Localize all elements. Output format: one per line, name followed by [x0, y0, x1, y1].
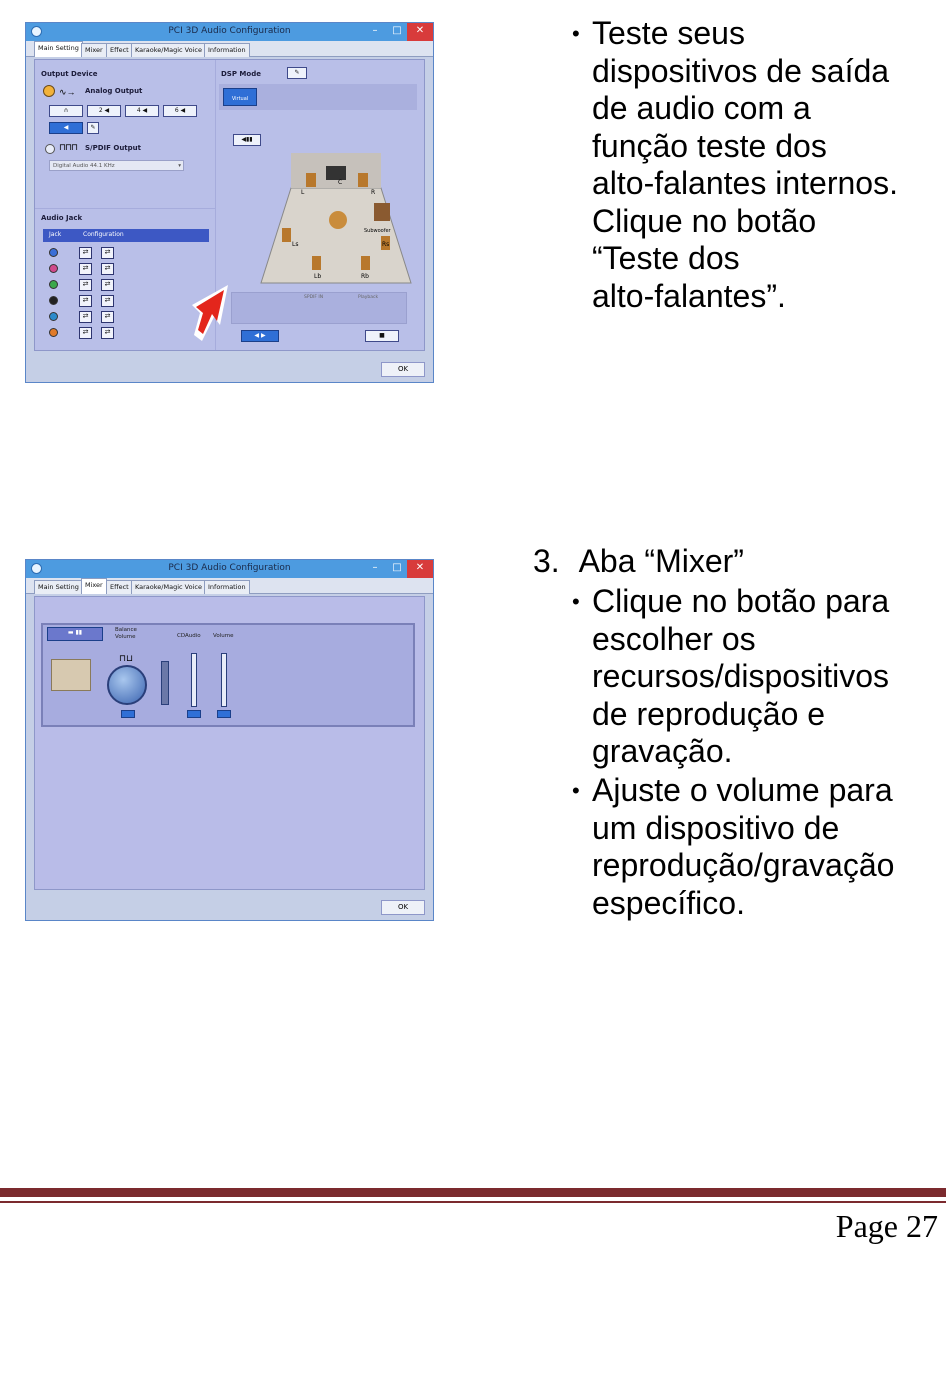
text-line: alto-falantes”. — [592, 277, 786, 314]
analog-output-label: Analog Output — [85, 87, 143, 95]
speaker-label-l: L — [301, 189, 305, 196]
jack-color-icon — [49, 312, 58, 321]
divider — [35, 208, 215, 209]
section-title: Aba “Mixer” — [578, 543, 744, 579]
output-device-label: Output Device — [41, 70, 98, 78]
tab-bar — [26, 578, 433, 594]
text-line: Teste seus — [592, 15, 745, 51]
text-line: reprodução/gravação — [592, 847, 895, 883]
maximize-button[interactable]: □ — [392, 25, 402, 36]
cdaudio-mute-button[interactable] — [187, 710, 201, 718]
text-line: “Teste dos — [592, 240, 740, 276]
tab-main-setting[interactable]: Main Setting — [34, 580, 83, 594]
tab-information[interactable]: Information — [204, 580, 250, 594]
mixer-source-button[interactable]: ▬ ▮▮ — [47, 627, 103, 641]
wrench-icon[interactable]: ✎ — [87, 122, 99, 134]
jack-config-icon[interactable]: ⇄ — [101, 327, 114, 339]
speaker-6-button[interactable]: 6 ◀ — [163, 105, 197, 117]
dsp-mode-label: DSP Mode — [221, 70, 261, 78]
bullet-glyph: • — [572, 778, 580, 803]
close-button[interactable]: ✕ — [407, 560, 433, 578]
balance-knob[interactable] — [107, 665, 147, 705]
jack-column-header: Jack — [49, 231, 62, 238]
text-line: gravação. — [592, 733, 733, 769]
jack-config-icon[interactable]: ⇄ — [79, 247, 92, 259]
jack-config-icon[interactable]: ⇄ — [79, 279, 92, 291]
text-line: específico. — [592, 884, 745, 921]
tab-effect[interactable]: Effect — [106, 43, 133, 57]
tab-main-setting[interactable]: Main Setting — [34, 41, 83, 57]
mixer-panel — [34, 596, 425, 890]
close-button[interactable]: ✕ — [407, 23, 433, 41]
jack-color-icon — [49, 328, 58, 337]
page-number: Page 27 — [835, 1208, 938, 1244]
ok-button[interactable]: OK — [381, 362, 425, 377]
text-line: de audio com a — [592, 90, 811, 126]
cdaudio-slider[interactable] — [191, 653, 197, 707]
jack-config-icon[interactable]: ⇄ — [101, 247, 114, 259]
speaker-label-rb: Rb — [361, 273, 369, 280]
headphone-button[interactable]: ∩ — [49, 105, 83, 117]
bullet-glyph: • — [572, 21, 580, 46]
text-line: dispositivos de saída — [592, 52, 890, 89]
tab-mixer[interactable]: Mixer — [81, 578, 107, 594]
jack-config-icon[interactable]: ⇄ — [101, 295, 114, 307]
bullet-text — [592, 15, 932, 315]
text-line: alto-falantes internos. — [592, 165, 898, 201]
text-line: Ajuste o volume para — [592, 772, 893, 808]
tab-effect[interactable]: Effect — [106, 580, 133, 594]
window-titlebar — [26, 560, 433, 578]
text-line: de reprodução e — [592, 695, 826, 732]
spdif-radio[interactable] — [45, 144, 55, 154]
speaker-room-diagram — [256, 148, 416, 308]
jack-color-icon — [49, 264, 58, 273]
chevron-down-icon: ▾ — [178, 163, 181, 169]
subwoofer-icon — [374, 203, 390, 221]
speaker-icon — [43, 85, 55, 97]
footer-rule-thick — [0, 1188, 946, 1197]
balance-mute-button[interactable] — [121, 710, 135, 718]
dsp-settings-icon[interactable]: ✎ — [287, 67, 307, 79]
speaker-label-r: R — [371, 189, 376, 196]
tab-karaoke[interactable]: Karaoke/Magic Voice — [131, 580, 206, 594]
jack-color-icon — [49, 296, 58, 305]
bullet-glyph: • — [572, 589, 580, 614]
text-line: recursos/dispositivos — [592, 658, 889, 694]
room-thumbnail-icon[interactable] — [51, 659, 91, 691]
minimize-button[interactable]: – — [372, 25, 378, 36]
jack-color-icon — [49, 280, 58, 289]
audio-config-window-mixer — [25, 559, 434, 921]
text-line: Clique no botão — [592, 202, 817, 239]
text-line: um dispositivo de — [592, 809, 840, 846]
playback-label: Playback — [358, 295, 379, 300]
speaker-2-button[interactable]: 2 ◀ — [87, 105, 121, 117]
section-heading — [533, 543, 744, 581]
bullet-text — [592, 583, 932, 771]
text-line: Clique no botão para — [592, 583, 890, 619]
jack-color-icon — [49, 248, 58, 257]
balance-volume-label: Balance Volume — [115, 627, 137, 640]
window-title: PCI 3D Audio Configuration — [168, 563, 291, 573]
spdif-select[interactable]: Digital Audio 44.1 KHz ▾ — [49, 160, 184, 171]
configuration-column-header: Configuration — [83, 231, 124, 238]
spdif-output-label: S/PDIF Output — [85, 144, 141, 152]
jack-config-icon[interactable]: ⇄ — [79, 295, 92, 307]
volume-slider[interactable] — [221, 653, 227, 707]
tab-information[interactable]: Information — [204, 43, 250, 57]
speaker-test-level-icon[interactable]: ◀▮▮ — [233, 134, 261, 146]
ok-button[interactable]: OK — [381, 900, 425, 915]
red-pointer-arrow-icon — [190, 283, 238, 343]
spdif-in-label: SPDIF IN — [304, 295, 324, 300]
tab-bar — [26, 41, 433, 57]
jack-config-icon[interactable]: ⇄ — [79, 263, 92, 275]
analog-wave-icon: ∿→ — [59, 87, 76, 97]
footer-rule-thin — [0, 1201, 946, 1203]
minimize-button[interactable]: – — [372, 562, 378, 573]
listener-icon — [329, 211, 347, 229]
text-line: escolher os — [592, 620, 756, 657]
speaker-4-button[interactable]: 4 ◀ — [125, 105, 159, 117]
speaker-label-c: C — [338, 179, 343, 186]
jack-config-icon[interactable]: ⇄ — [101, 263, 114, 275]
volume-mute-button[interactable] — [217, 710, 231, 718]
speaker-label-rs: Rs — [382, 241, 390, 248]
text-line: função teste dos — [592, 127, 827, 164]
window-titlebar — [26, 23, 433, 41]
jack-config-icon[interactable]: ⇄ — [101, 311, 114, 323]
balance-arrow-icon: ⊓⊔ — [119, 653, 134, 663]
tab-karaoke[interactable]: Karaoke/Magic Voice — [131, 43, 206, 57]
speaker-test-stop-button[interactable]: ■ — [365, 330, 399, 342]
volume-label: Volume — [213, 633, 234, 639]
tab-mixer[interactable]: Mixer — [81, 43, 107, 57]
level-meter — [161, 661, 169, 705]
jack-config-icon[interactable]: ⇄ — [79, 311, 92, 323]
window-title: PCI 3D Audio Configuration — [168, 26, 291, 36]
speaker-label-subwoofer: Subwoofer — [364, 228, 391, 234]
speaker-8-button[interactable]: ◀ — [49, 122, 83, 134]
audio-jack-label: Audio Jack — [41, 214, 83, 222]
cdaudio-label: CDAudio — [177, 633, 201, 639]
section-number: 3. — [533, 543, 560, 579]
dsp-virtual-button[interactable]: Virtual — [223, 88, 257, 106]
digital-wave-icon: ⊓⊓⊓ — [59, 142, 78, 152]
center-tv-icon — [326, 166, 346, 180]
jack-config-icon[interactable]: ⇄ — [79, 327, 92, 339]
maximize-button[interactable]: □ — [392, 562, 402, 573]
jack-config-icon[interactable]: ⇄ — [101, 279, 114, 291]
bullet-text — [592, 772, 932, 922]
speaker-label-lb: Lb — [314, 273, 322, 280]
jack-header — [43, 229, 209, 242]
speaker-label-ls: Ls — [292, 241, 299, 248]
speaker-test-play-button[interactable]: ◀ ▶ — [241, 330, 279, 342]
